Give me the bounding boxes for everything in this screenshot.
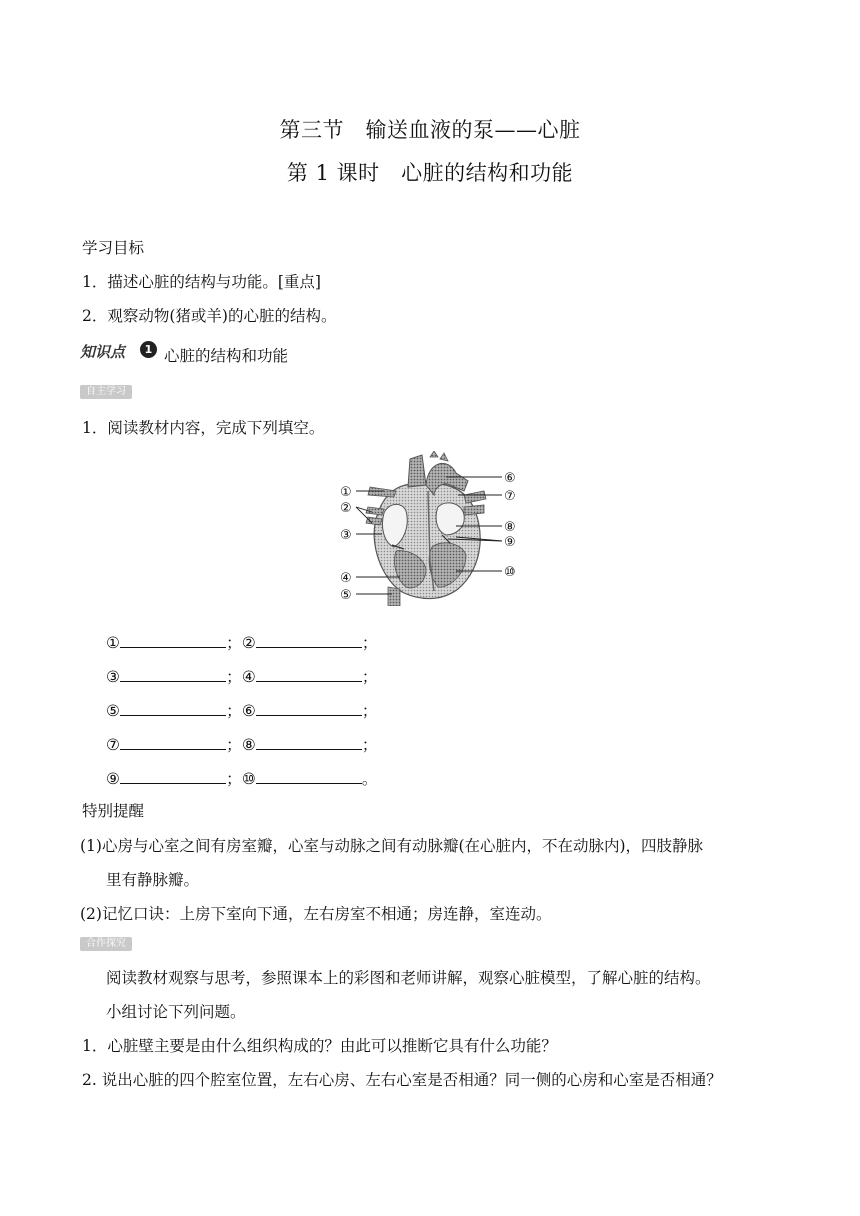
reminder-heading: 特别提醒 (82, 802, 145, 820)
row-end-punct: 。 (361, 770, 378, 788)
heart-diagram (338, 451, 522, 606)
reminder-paragraph-1: (1)心房与心室之间有房室瓣，心室与动脉之间有动脉瓣(在心脏内，不在动脉内)，四肢静脉 (80, 837, 704, 855)
question-1: 1．心脏壁主要是由什么组织构成的？由此可以推断它具有什么功能？ (82, 1037, 557, 1055)
cooperation-intro: 阅读教材观察与思考，参照课本上的彩图和老师讲解，观察心脏模型，了解心脏的结构。 (106, 969, 711, 987)
knowledge-point-label: 知识点 (80, 343, 126, 361)
separator: ； (226, 736, 242, 754)
diagram-label-2: ② (340, 501, 352, 516)
fill-label: ⑩ (241, 770, 256, 788)
separator: ； (226, 770, 242, 788)
row-end-punct: ； (361, 668, 378, 686)
diagram-label-9: ⑨ (504, 535, 516, 550)
diagram-label-3: ③ (340, 528, 352, 543)
answer-blank[interactable] (120, 701, 226, 716)
answer-blank[interactable] (256, 667, 362, 682)
row-end-punct: ； (361, 736, 378, 754)
fill-label: ⑨ (106, 770, 120, 788)
diagram-label-6: ⑥ (504, 471, 516, 486)
separator: ； (226, 634, 242, 652)
fill-row (106, 767, 377, 789)
fill-label: ⑤ (106, 702, 120, 720)
fill-label: ④ (241, 668, 256, 686)
fill-row (106, 733, 377, 755)
knowledge-point-title: 心脏的结构和功能 (164, 347, 289, 365)
answer-blank[interactable] (120, 633, 226, 648)
diagram-label-4: ④ (340, 571, 352, 586)
heart-illustration (366, 451, 486, 606)
reminder-paragraph-2: (2)记忆口诀：上房下室向下通，左右房室不相通；房连静，室连动。 (80, 905, 552, 923)
answer-blank[interactable] (256, 633, 362, 648)
objectives-heading: 学习目标 (82, 239, 145, 257)
diagram-label-5: ⑤ (340, 588, 352, 603)
fill-label: ⑥ (241, 702, 256, 720)
fill-label: ⑦ (106, 736, 120, 754)
answer-blank[interactable] (256, 701, 362, 716)
objective-item: 2．观察动物(猪或羊)的心脏的结构。 (82, 307, 337, 325)
diagram-label-10: ⑩ (504, 565, 516, 580)
answer-blank[interactable] (120, 769, 226, 784)
lesson-title: 第 1 课时 心脏的结构和功能 (286, 161, 574, 185)
objective-item: 1．描述心脏的结构与功能。[重点] (82, 273, 321, 291)
row-end-punct: ； (361, 634, 378, 652)
fill-label: ③ (106, 668, 120, 686)
section-title: 第三节 输送血液的泵——心脏 (279, 118, 581, 142)
task-instruction: 1．阅读教材内容，完成下列填空。 (82, 419, 325, 437)
separator: ； (226, 668, 242, 686)
fill-row (106, 631, 377, 653)
cooperation-intro-cont: 小组讨论下列问题。 (106, 1003, 246, 1021)
diagram-label-7: ⑦ (504, 489, 516, 504)
knowledge-point-number: 1 (140, 341, 157, 358)
fill-label: ① (106, 634, 120, 652)
answer-blank[interactable] (256, 769, 362, 784)
row-end-punct: ； (361, 702, 378, 720)
diagram-label-1: ① (340, 485, 352, 500)
fill-label: ② (241, 634, 256, 652)
separator: ； (226, 702, 242, 720)
answer-blank[interactable] (120, 735, 226, 750)
self-study-badge: 自主学习 (80, 385, 132, 399)
question-2: 2. 说出心脏的四个腔室位置，左右心房、左右心室是否相通？同一侧的心房和心室是否相通？ (82, 1071, 722, 1089)
cooperation-badge: 合作探究 (80, 937, 132, 951)
fill-row (106, 665, 377, 687)
diagram-label-8: ⑧ (504, 520, 516, 535)
answer-blank[interactable] (256, 735, 362, 750)
reminder-paragraph-1-cont: 里有静脉瓣。 (106, 871, 200, 889)
answer-blank[interactable] (120, 667, 226, 682)
fill-label: ⑧ (241, 736, 256, 754)
fill-row (106, 699, 377, 721)
